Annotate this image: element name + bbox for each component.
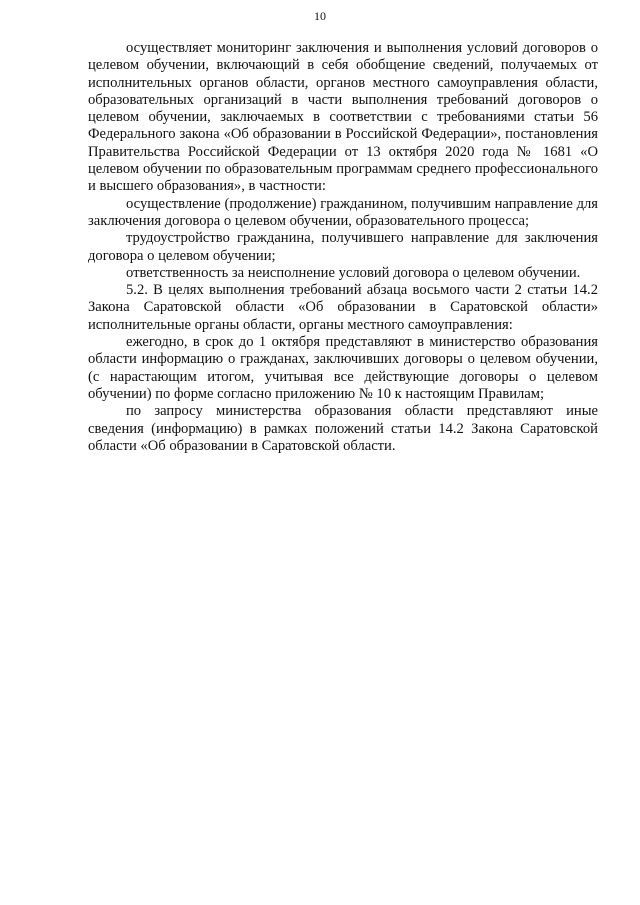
document-body	[88, 40, 598, 455]
paragraph-section-5-2: 5.2. В целях выполнения требований абзаца восьмого части 2 статьи 14.2 Закона Саратовской области «Об образовании в Саратовской области» исполнительные органы области, органы местного самоуправления:	[88, 282, 598, 333]
paragraph-annual-report: ежегодно, в срок до 1 октября представляют в министерство образования области информацию о гражданах, заключивших договоры о целевом обучении, (с нарастающим итогом, учитывая все действующие договоры о целевом обучении) по форме согласно приложению № 10 к настоящим Правилам;	[88, 334, 598, 402]
paragraph-employment: трудоустройство гражданина, получившего направление для заключения договора о целевом обучении;	[88, 230, 598, 264]
paragraph-on-request: по запросу министерства образования области представляют иные сведения (информацию) в рамках положений статьи 14.2 Закона Саратовской области «Об образовании в Саратовской области.	[88, 403, 598, 454]
paragraph-monitoring: осуществляет мониторинг заключения и выполнения условий договоров о целевом обучении, включающий в себя обобщение сведений, получаемых от исполнительных органов области, органов местного самоуправления области, образовательных организаций в части выполнения требований договоров о целевом обучении, заключаемых в соответствии с требованиями статьи 56 Федерального закона «Об образовании в Российской Федерации», постановления Правительства Российской Федерации от 13 октября 2020 года № 1681 «О целевом обучении по образовательным программам среднего профессионального и высшего образования», в частности:	[88, 40, 598, 195]
page-number: 10	[314, 9, 326, 23]
paragraph-responsibility: ответственность за неисполнение условий договора о целевом обучении.	[126, 264, 581, 281]
paragraph-education-process: осуществление (продолжение) гражданином, получившим направление для заключения договора о целевом обучении, образовательного процесса;	[88, 195, 598, 229]
